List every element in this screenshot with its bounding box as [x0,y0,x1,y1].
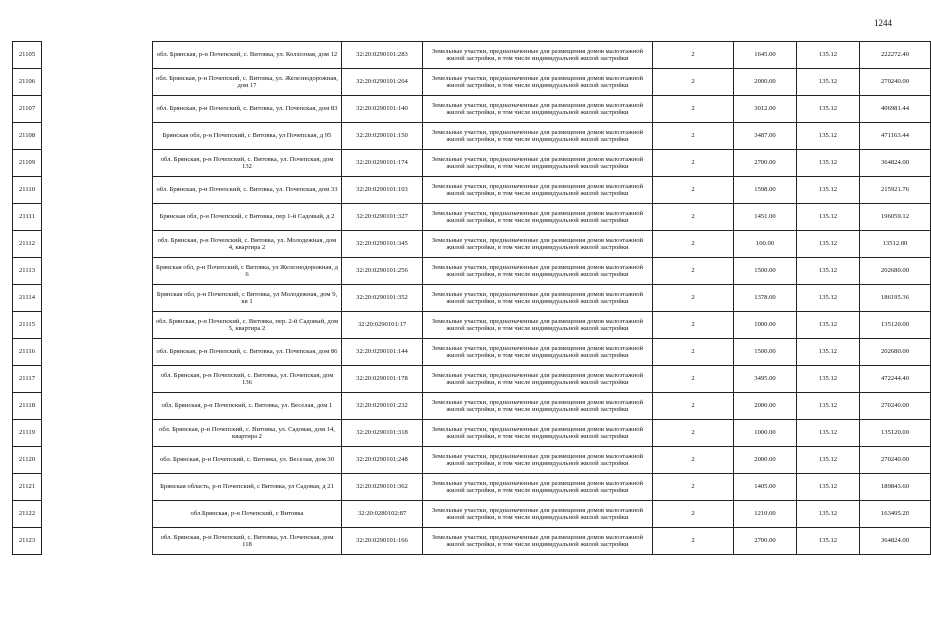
cadastral-value-cell: 215921.76 [860,177,931,204]
cadastral-value-table [12,41,931,555]
area-cell: 3012.00 [734,96,797,123]
cadastral-number-cell: 32:20:0290101:345 [342,231,423,258]
permitted-use-cell: Земельные участки, предназначенные для размещения домов малоэтажной жилой застройки, в том числе индивидуальной жилой застройки [423,258,653,285]
category-cell: 2 [653,177,734,204]
specific-value-cell: 135.12 [797,285,860,312]
category-cell: 2 [653,393,734,420]
cadastral-value-cell: 406981.44 [860,96,931,123]
cadastral-number-cell: 32:20:0290101:178 [342,366,423,393]
permitted-use-cell: Земельные участки, предназначенные для размещения домов малоэтажной жилой застройки, в том числе индивидуальной жилой застройки [423,123,653,150]
spacer-cell [42,123,153,150]
category-cell: 2 [653,474,734,501]
cadastral-value-cell: 270240.00 [860,393,931,420]
area-cell: 3487.00 [734,123,797,150]
spacer-cell [42,474,153,501]
table-row [13,177,931,204]
spacer-cell [42,69,153,96]
area-cell: 1210.00 [734,501,797,528]
permitted-use-cell: Земельные участки, предназначенные для размещения домов малоэтажной жилой застройки, в том числе индивидуальной жилой застройки [423,204,653,231]
permitted-use-cell: Земельные участки, предназначенные для размещения домов малоэтажной жилой застройки, в том числе индивидуальной жилой застройки [423,474,653,501]
permitted-use-cell: Земельные участки, предназначенные для размещения домов малоэтажной жилой застройки, в том числе индивидуальной жилой застройки [423,528,653,555]
spacer-cell [42,339,153,366]
spacer-cell [42,528,153,555]
table-row [13,123,931,150]
area-cell: 2000.00 [734,393,797,420]
cadastral-value-cell: 189843.60 [860,474,931,501]
cadastral-number-cell: 32:20:0290101:103 [342,177,423,204]
area-cell: 2000.00 [734,69,797,96]
cadastral-number-cell: 32:20:0290101:327 [342,204,423,231]
category-cell: 2 [653,285,734,312]
category-cell: 2 [653,96,734,123]
cadastral-value-cell: 270240.00 [860,447,931,474]
cadastral-value-cell: 364824.00 [860,528,931,555]
spacer-cell [42,393,153,420]
spacer-cell [42,42,153,69]
specific-value-cell: 135.12 [797,447,860,474]
table-row [13,285,931,312]
category-cell: 2 [653,123,734,150]
specific-value-cell: 135.12 [797,96,860,123]
specific-value-cell: 135.12 [797,231,860,258]
area-cell: 1405.00 [734,474,797,501]
spacer-cell [42,501,153,528]
cadastral-number-cell: 32:20:0290101:283 [342,42,423,69]
row-number-cell: 21108 [13,123,42,150]
cadastral-number-cell: 32:20:0290101:166 [342,528,423,555]
cadastral-value-cell: 196059.12 [860,204,931,231]
cadastral-number-cell: 32:20:0280102:87 [342,501,423,528]
permitted-use-cell: Земельные участки, предназначенные для размещения домов малоэтажной жилой застройки, в том числе индивидуальной жилой застройки [423,69,653,96]
cadastral-value-cell: 222272.40 [860,42,931,69]
cadastral-value-cell: 472244.40 [860,366,931,393]
permitted-use-cell: Земельные участки, предназначенные для размещения домов малоэтажной жилой застройки, в том числе индивидуальной жилой застройки [423,150,653,177]
address-cell: Брянская обл, р-н Почепский, с Витовка, пер 1-й Садовый, д 2 [153,204,342,231]
address-cell: обл. Брянская, р-н Почепский, с. Витовка, ул. Почепская, дом 33 [153,177,342,204]
spacer-cell [42,285,153,312]
table-row [13,96,931,123]
cadastral-number-cell: 32:20:0290101:140 [342,96,423,123]
area-cell: 1500.00 [734,339,797,366]
page-number: 1244 [874,18,892,28]
address-cell: обл. Брянская, р-н Почепский, с. Витовка, ул. Почепская, дом 118 [153,528,342,555]
area-cell: 1000.00 [734,312,797,339]
row-number-cell: 21105 [13,42,42,69]
specific-value-cell: 135.12 [797,150,860,177]
address-cell: Брянская обл, р-н Почепский, с Витовка, ул Железнодорожная, д 6 [153,258,342,285]
specific-value-cell: 135.12 [797,312,860,339]
address-cell: Брянская обл, р-н Почепский, с Витовка, ул Молодежная, дом 9, кв 1 [153,285,342,312]
permitted-use-cell: Земельные участки, предназначенные для размещения домов малоэтажной жилой застройки, в том числе индивидуальной жилой застройки [423,393,653,420]
permitted-use-cell: Земельные участки, предназначенные для размещения домов малоэтажной жилой застройки, в том числе индивидуальной жилой застройки [423,42,653,69]
row-number-cell: 21106 [13,69,42,96]
table-row [13,150,931,177]
cadastral-value-cell: 471163.44 [860,123,931,150]
row-number-cell: 21123 [13,528,42,555]
category-cell: 2 [653,501,734,528]
cadastral-number-cell: 32:20:0290101:362 [342,474,423,501]
table-row [13,69,931,96]
cadastral-number-cell: 32:20:0290101:232 [342,393,423,420]
cadastral-value-cell: 163495.20 [860,501,931,528]
permitted-use-cell: Земельные участки, предназначенные для размещения домов малоэтажной жилой застройки, в том числе индивидуальной жилой застройки [423,285,653,312]
category-cell: 2 [653,69,734,96]
address-cell: обл.Брянская, р-н Почепский, с Витовка [153,501,342,528]
cadastral-number-cell: 32:20:0290101:17 [342,312,423,339]
permitted-use-cell: Земельные участки, предназначенные для размещения домов малоэтажной жилой застройки, в том числе индивидуальной жилой застройки [423,96,653,123]
specific-value-cell: 135.12 [797,501,860,528]
cadastral-number-cell: 32:20:0290101:150 [342,123,423,150]
cadastral-value-cell: 13512.00 [860,231,931,258]
spacer-cell [42,231,153,258]
cadastral-number-cell: 32:20:0290101:256 [342,258,423,285]
spacer-cell [42,96,153,123]
address-cell: обл. Брянская, р-н Почепский, с. Витовка, ул. Колхозная, дом 12 [153,42,342,69]
table-row [13,258,931,285]
table-row [13,42,931,69]
cadastral-number-cell: 32:20:0290101:248 [342,447,423,474]
permitted-use-cell: Земельные участки, предназначенные для размещения домов малоэтажной жилой застройки, в том числе индивидуальной жилой застройки [423,231,653,258]
table-row [13,474,931,501]
cadastral-value-cell: 202680.00 [860,339,931,366]
cadastral-number-cell: 32:20:0290101:264 [342,69,423,96]
address-cell: обл. Брянская, р-н Почепский, с. Витовка, ул. Почепская, дом 136 [153,366,342,393]
cadastral-number-cell: 32:20:0290101:318 [342,420,423,447]
table-row [13,420,931,447]
area-cell: 3495.00 [734,366,797,393]
permitted-use-cell: Земельные участки, предназначенные для размещения домов малоэтажной жилой застройки, в том числе индивидуальной жилой застройки [423,447,653,474]
category-cell: 2 [653,150,734,177]
area-cell: 1598.00 [734,177,797,204]
spacer-cell [42,312,153,339]
address-cell: Брянская обл, р-н Почепский, с Витовка, ул Почепская, д 95 [153,123,342,150]
specific-value-cell: 135.12 [797,420,860,447]
address-cell: обл. Брянская, р-н Почепский, с. Витовка, пер. 2-й Садовый, дом 5, квартира 2 [153,312,342,339]
row-number-cell: 21118 [13,393,42,420]
table-row [13,393,931,420]
table-row [13,312,931,339]
table-row [13,447,931,474]
table-body [13,42,931,555]
address-cell: обл. Брянская, р-н Почепский, с. Витовка, ул. Почепская, дом 83 [153,96,342,123]
specific-value-cell: 135.12 [797,258,860,285]
cadastral-value-cell: 186195.36 [860,285,931,312]
permitted-use-cell: Земельные участки, предназначенные для размещения домов малоэтажной жилой застройки, в том числе индивидуальной жилой застройки [423,312,653,339]
specific-value-cell: 135.12 [797,339,860,366]
address-cell: обл. Брянская, р-н Почепский, с. Витовка, ул. Железнодорожная, дом 17 [153,69,342,96]
specific-value-cell: 135.12 [797,69,860,96]
address-cell: обл. Брянская, р-н Почепский, с. Витовка, ул. Веселая, дом 1 [153,393,342,420]
category-cell: 2 [653,420,734,447]
row-number-cell: 21107 [13,96,42,123]
spacer-cell [42,258,153,285]
address-cell: обл. Брянская, р-н Почепский, с. Витовка, ул. Веселая, дом 30 [153,447,342,474]
specific-value-cell: 135.12 [797,177,860,204]
area-cell: 2700.00 [734,528,797,555]
cadastral-value-cell: 270240.00 [860,69,931,96]
row-number-cell: 21114 [13,285,42,312]
cadastral-value-cell: 135120.00 [860,312,931,339]
spacer-cell [42,204,153,231]
row-number-cell: 21113 [13,258,42,285]
area-cell: 1645.00 [734,42,797,69]
permitted-use-cell: Земельные участки, предназначенные для размещения домов малоэтажной жилой застройки, в том числе индивидуальной жилой застройки [423,420,653,447]
specific-value-cell: 135.12 [797,528,860,555]
row-number-cell: 21110 [13,177,42,204]
category-cell: 2 [653,204,734,231]
category-cell: 2 [653,312,734,339]
specific-value-cell: 135.12 [797,366,860,393]
row-number-cell: 21122 [13,501,42,528]
permitted-use-cell: Земельные участки, предназначенные для размещения домов малоэтажной жилой застройки, в том числе индивидуальной жилой застройки [423,366,653,393]
category-cell: 2 [653,528,734,555]
spacer-cell [42,150,153,177]
address-cell: обл. Брянская, р-н Почепский, с. Витовка, ул. Садовая, дом 14, квартира 2 [153,420,342,447]
table-row [13,528,931,555]
row-number-cell: 21112 [13,231,42,258]
category-cell: 2 [653,231,734,258]
area-cell: 1451.00 [734,204,797,231]
category-cell: 2 [653,42,734,69]
category-cell: 2 [653,339,734,366]
cadastral-number-cell: 32:20:0290101:174 [342,150,423,177]
category-cell: 2 [653,258,734,285]
area-cell: 2700.00 [734,150,797,177]
cadastral-number-cell: 32:20:0290101:352 [342,285,423,312]
cadastral-number-cell: 32:20:0290101:144 [342,339,423,366]
area-cell: 2000.00 [734,447,797,474]
row-number-cell: 21109 [13,150,42,177]
specific-value-cell: 135.12 [797,123,860,150]
area-cell: 100.00 [734,231,797,258]
row-number-cell: 21120 [13,447,42,474]
address-cell: Брянская область, р-н Почепский, с Витовка, ул Садовая, д 21 [153,474,342,501]
permitted-use-cell: Земельные участки, предназначенные для размещения домов малоэтажной жилой застройки, в том числе индивидуальной жилой застройки [423,339,653,366]
table-row [13,204,931,231]
address-cell: обл. Брянская, р-н Почепский, с. Витовка, ул. Почепская, дом 86 [153,339,342,366]
area-cell: 1378.00 [734,285,797,312]
table-row [13,339,931,366]
row-number-cell: 21116 [13,339,42,366]
row-number-cell: 21115 [13,312,42,339]
address-cell: обл. Брянская, р-н Почепский, с. Витовка, ул. Молодежная, дом 4, квартира 2 [153,231,342,258]
spacer-cell [42,177,153,204]
table-row [13,366,931,393]
specific-value-cell: 135.12 [797,393,860,420]
permitted-use-cell: Земельные участки, предназначенные для размещения домов малоэтажной жилой застройки, в том числе индивидуальной жилой застройки [423,501,653,528]
category-cell: 2 [653,447,734,474]
spacer-cell [42,447,153,474]
spacer-cell [42,366,153,393]
row-number-cell: 21121 [13,474,42,501]
address-cell: обл. Брянская, р-н Почепский, с. Витовка, ул. Почепская, дом 132 [153,150,342,177]
cadastral-value-cell: 202680.00 [860,258,931,285]
area-cell: 1500.00 [734,258,797,285]
permitted-use-cell: Земельные участки, предназначенные для размещения домов малоэтажной жилой застройки, в том числе индивидуальной жилой застройки [423,177,653,204]
row-number-cell: 21111 [13,204,42,231]
area-cell: 1000.00 [734,420,797,447]
table-row [13,231,931,258]
category-cell: 2 [653,366,734,393]
cadastral-value-cell: 135120.00 [860,420,931,447]
row-number-cell: 21117 [13,366,42,393]
specific-value-cell: 135.12 [797,474,860,501]
specific-value-cell: 135.12 [797,204,860,231]
table-row [13,501,931,528]
cadastral-value-cell: 364824.00 [860,150,931,177]
row-number-cell: 21119 [13,420,42,447]
spacer-cell [42,420,153,447]
specific-value-cell: 135.12 [797,42,860,69]
